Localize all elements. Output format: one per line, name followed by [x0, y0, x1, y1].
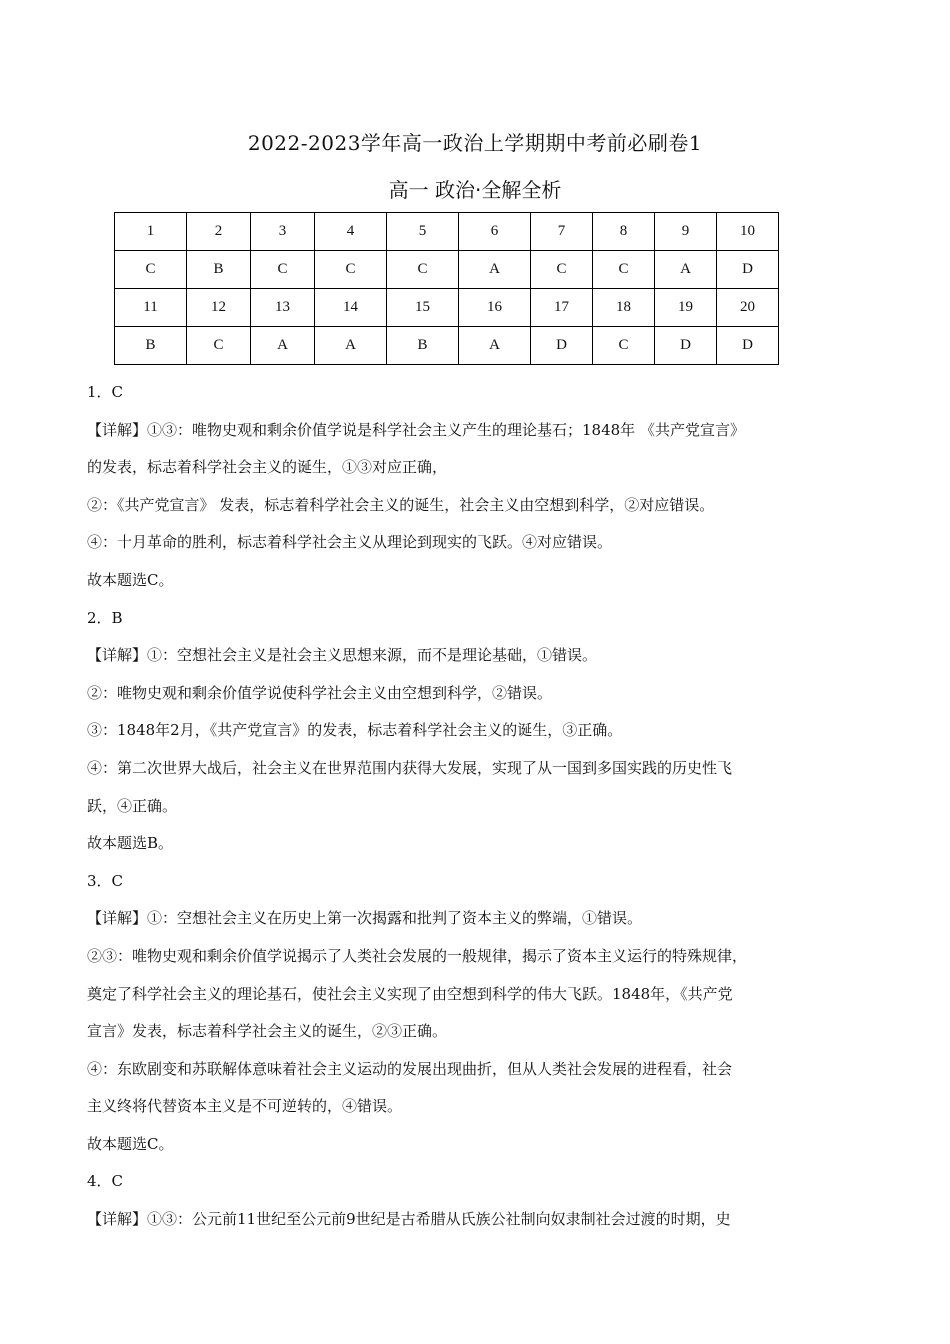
- text-line: 1．C: [87, 383, 124, 401]
- answer-cell: C: [531, 251, 593, 289]
- text-line: 跃，④正确。: [87, 796, 178, 815]
- document-subtitle: 高一 政治·全解全析: [388, 178, 562, 202]
- question-number-cell: 3: [251, 213, 315, 251]
- answer-cell: D: [531, 327, 593, 365]
- question-number-cell: 1: [115, 213, 187, 251]
- answer-cell: D: [717, 327, 779, 365]
- text-line: 【详解】①③：公元前11世纪至公元前9世纪是古希腊从氏族公社制向奴隶制社会过渡的时期，史: [87, 1210, 731, 1229]
- answer-cell: C: [315, 251, 387, 289]
- text-line: ②：《共产党宣言》 发表，标志着科学社会主义的诞生，社会主义由空想到科学，②对应错误。: [87, 495, 715, 514]
- text-line: ④：东欧剧变和苏联解体意味着社会主义运动的发展出现曲折，但从人类社会发展的进程看，社会: [87, 1059, 733, 1078]
- text-line: 宣言》发表，标志着科学社会主义的诞生，②③正确。: [87, 1022, 448, 1041]
- question-number-cell: 9: [655, 213, 717, 251]
- text-line: 【详解】①③：唯物史观和剩余价值学说是科学社会主义产生的理论基石；1848年 《共产党宣言》: [87, 420, 745, 439]
- text-line: 2．B: [87, 608, 123, 627]
- text-line: 奠定了科学社会主义的理论基石，使社会主义实现了由空想到科学的伟大飞跃。1848年，《共产党: [87, 984, 733, 1003]
- question-number-cell: 14: [315, 289, 387, 327]
- answer-cell: C: [593, 251, 655, 289]
- answer-cell: D: [655, 327, 717, 365]
- text-line: ④：十月革命的胜利，标志着科学社会主义从理论到现实的飞跃。④对应错误。: [87, 533, 613, 552]
- answer-cell: C: [593, 327, 655, 365]
- question-number-cell: 17: [531, 289, 593, 327]
- answer-cell: A: [655, 251, 717, 289]
- solution-text: [87, 374, 817, 1239]
- question-number-cell: 18: [593, 289, 655, 327]
- question-number-cell: 15: [387, 289, 459, 327]
- question-number-row: [115, 289, 779, 327]
- question-number-cell: 16: [459, 289, 531, 327]
- text-line: ③：1848年2月，《共产党宣言》的发表，标志着科学社会主义的诞生，③正确。: [87, 721, 623, 740]
- answer-cell: A: [315, 327, 387, 365]
- text-line: ②③：唯物史观和剩余价值学说揭示了人类社会发展的一般规律，揭示了资本主义运行的特殊规律，: [87, 946, 748, 965]
- question-number-cell: 2: [187, 213, 251, 251]
- document-title: 2022-2023学年高一政治上学期期中考前必刷卷1: [247, 131, 703, 155]
- answer-cell: C: [187, 327, 251, 365]
- answer-cell: C: [387, 251, 459, 289]
- text-line: 3．C: [87, 871, 124, 890]
- answer-cell: B: [387, 327, 459, 365]
- question-number-cell: 12: [187, 289, 251, 327]
- text-line: 主义终将代替资本主义是不可逆转的，④错误。: [87, 1097, 403, 1116]
- text-line: 【详解】①：空想社会主义是社会主义思想来源，而不是理论基础，①错误。: [87, 646, 598, 665]
- text-line: 的发表，标志着科学社会主义的诞生，①③对应正确，: [87, 458, 448, 477]
- question-number-cell: 6: [459, 213, 531, 251]
- question-number-row: [115, 213, 779, 251]
- question-number-cell: 5: [387, 213, 459, 251]
- question-number-cell: 10: [717, 213, 779, 251]
- answer-cell: D: [717, 251, 779, 289]
- text-line: 4．C: [87, 1172, 124, 1191]
- text-line: 故本题选C。: [87, 1134, 174, 1153]
- question-number-cell: 13: [251, 289, 315, 327]
- question-number-cell: 4: [315, 213, 387, 251]
- answer-cell: A: [459, 327, 531, 365]
- text-line: 故本题选B。: [87, 834, 174, 853]
- answer-cell: C: [115, 251, 187, 289]
- answer-row: [115, 327, 779, 365]
- text-line: 故本题选C。: [87, 570, 174, 589]
- answer-row: [115, 251, 779, 289]
- answer-cell: A: [251, 327, 315, 365]
- question-number-cell: 19: [655, 289, 717, 327]
- answer-table: [114, 212, 779, 365]
- answer-cell: A: [459, 251, 531, 289]
- question-number-cell: 7: [531, 213, 593, 251]
- answer-cell: B: [115, 327, 187, 365]
- question-number-cell: 20: [717, 289, 779, 327]
- question-number-cell: 8: [593, 213, 655, 251]
- text-line: ④：第二次世界大战后，社会主义在世界范围内获得大发展，实现了从一国到多国实践的历史性飞: [87, 758, 733, 777]
- text-line: ②：唯物史观和剩余价值学说使科学社会主义由空想到科学，②错误。: [87, 683, 553, 702]
- answer-cell: C: [251, 251, 315, 289]
- question-number-cell: 11: [115, 289, 187, 327]
- text-line: 【详解】①：空想社会主义在历史上第一次揭露和批判了资本主义的弊端，①错误。: [87, 909, 643, 928]
- answer-cell: B: [187, 251, 251, 289]
